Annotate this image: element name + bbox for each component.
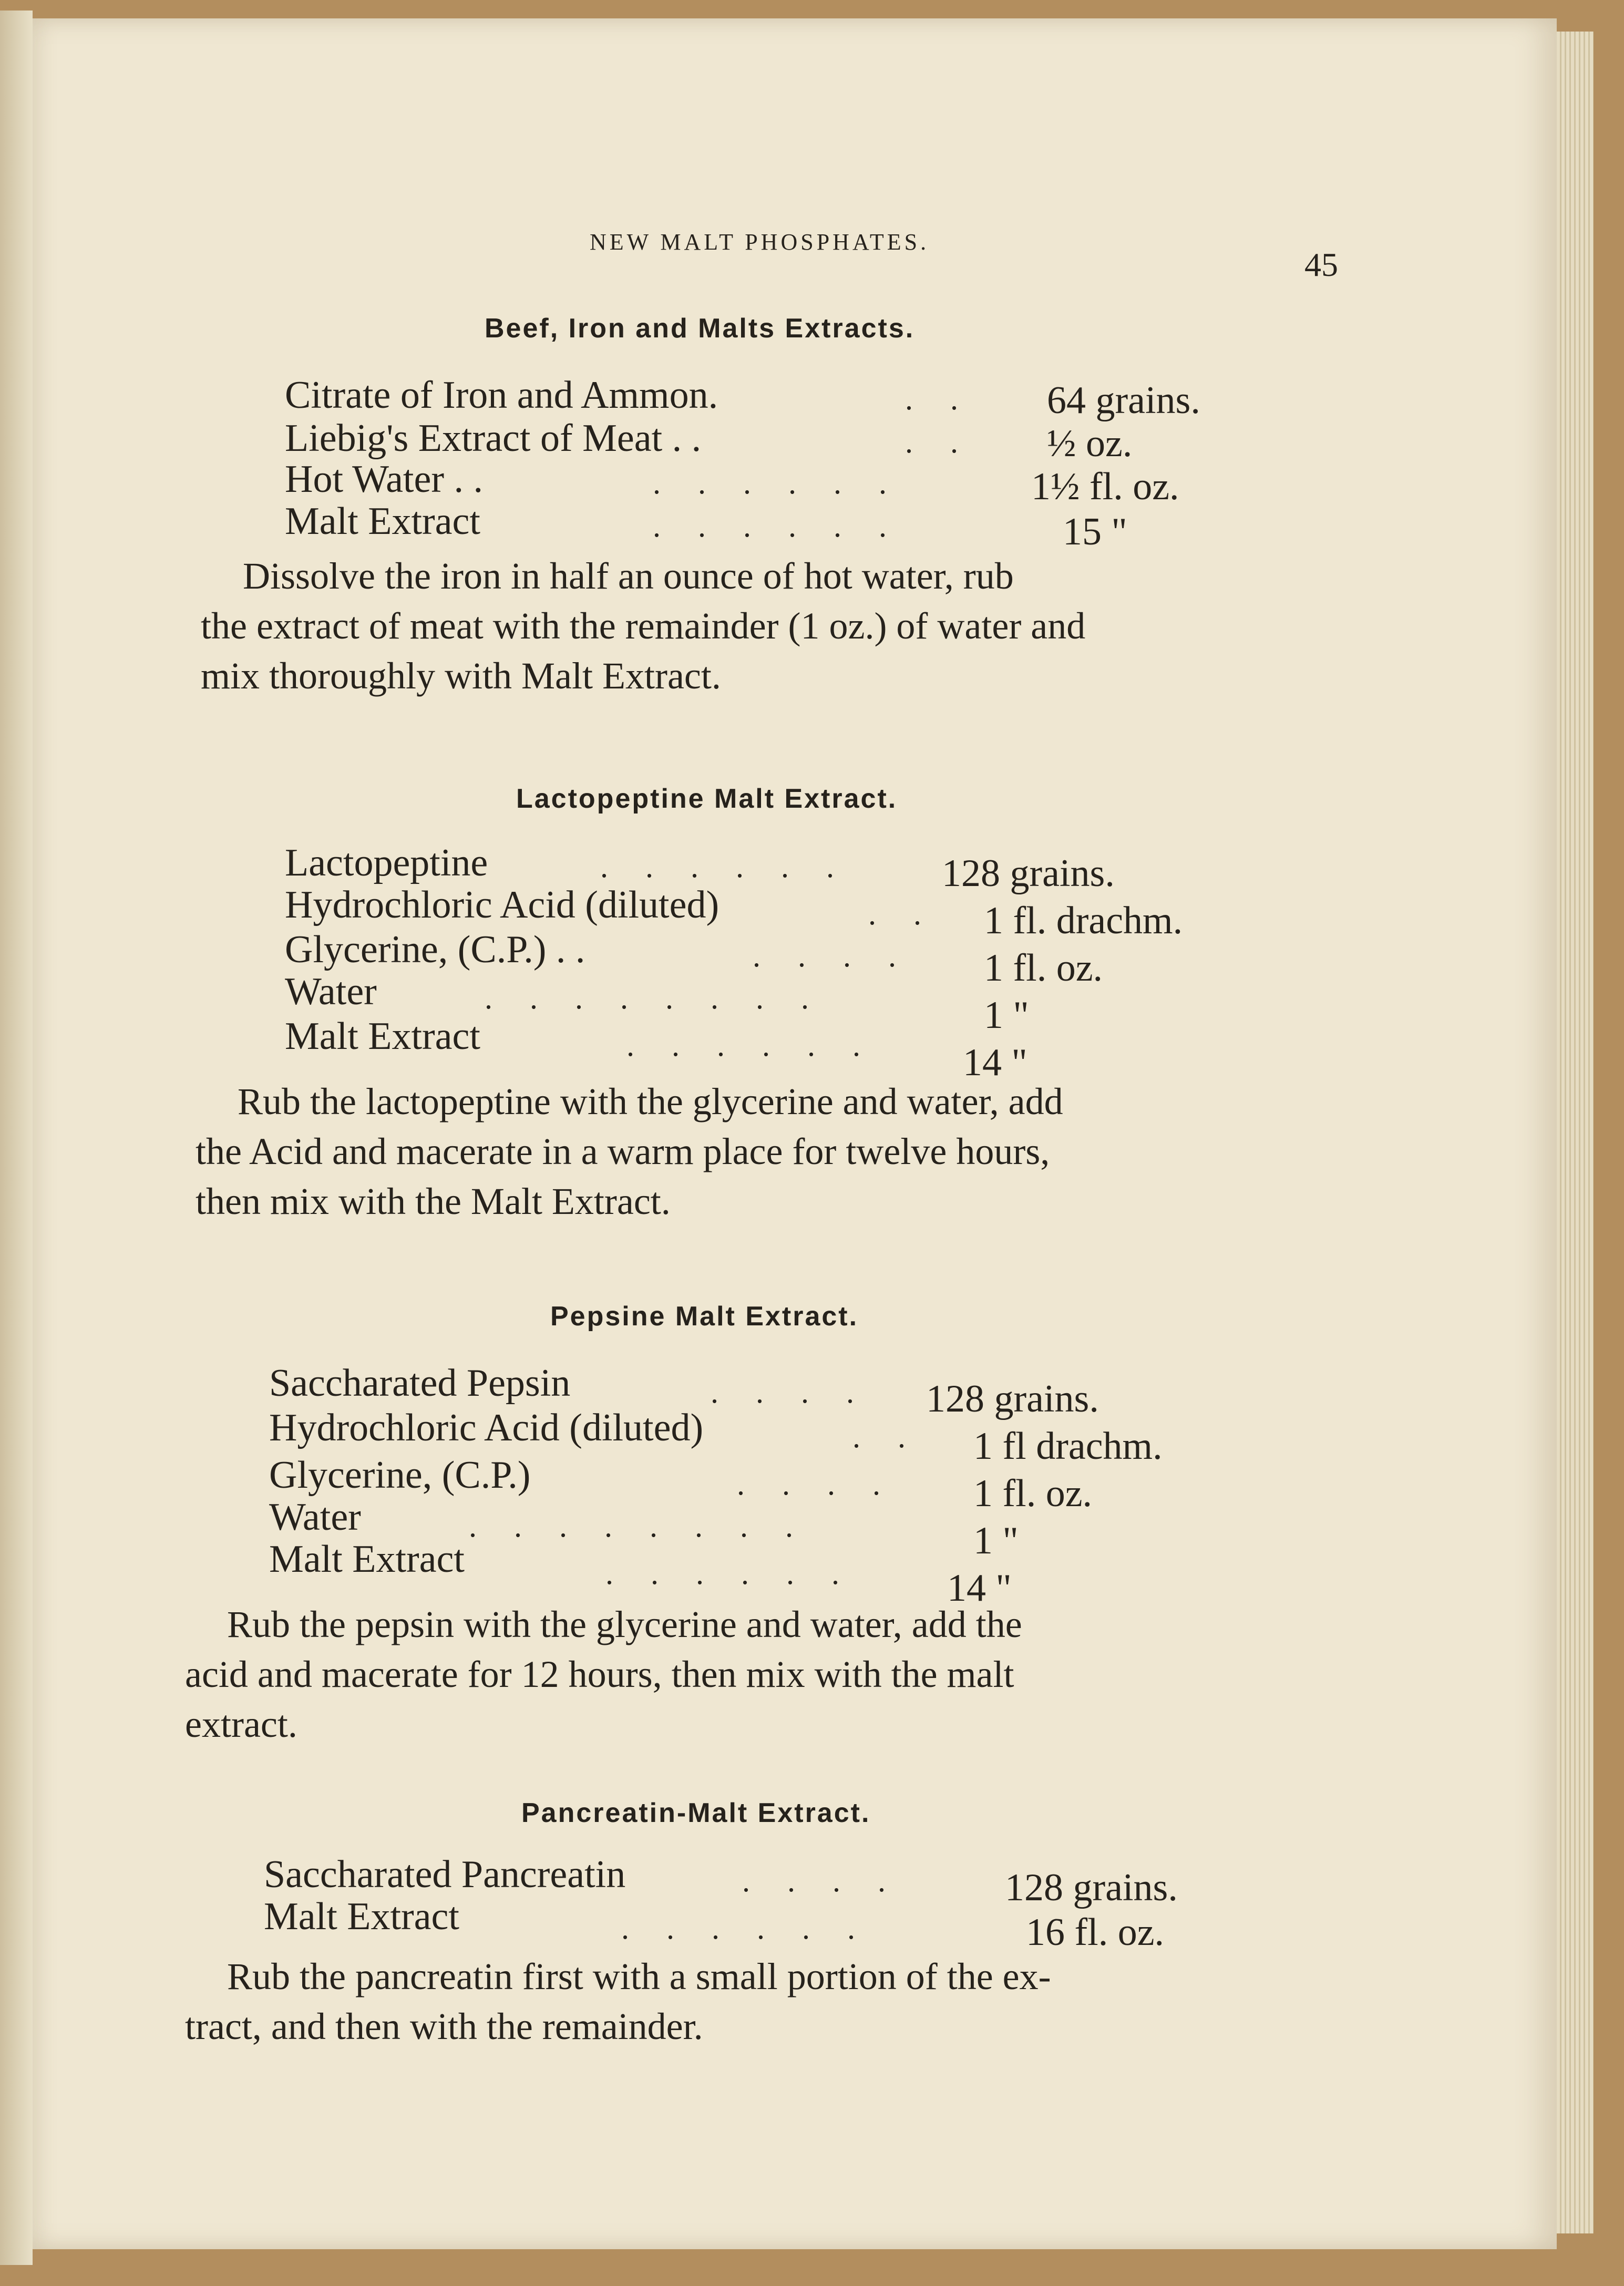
ingredient-name: Saccharated Pancreatin bbox=[264, 1853, 626, 1896]
ingredient-name: Malt Extract bbox=[269, 1538, 465, 1581]
recipe-title: Pepsine Malt Extract. bbox=[550, 1301, 859, 1332]
ingredient-amount: ½ oz. bbox=[1047, 422, 1133, 465]
ingredient-amount: 1 fl. oz. bbox=[973, 1472, 1093, 1515]
directions-line: tract, and then with the remainder. bbox=[185, 2005, 703, 2047]
leader-dots: . . . . bbox=[711, 1375, 869, 1409]
directions-line: acid and macerate for 12 hours, then mix with the malt bbox=[185, 1653, 1014, 1695]
ingredient-amount: 1 " bbox=[984, 994, 1029, 1037]
leader-dots: . . . . . . bbox=[653, 466, 901, 500]
ingredient-name: Lactopeptine bbox=[285, 841, 488, 884]
directions-line: the Acid and macerate in a warm place for twelve hours, bbox=[196, 1130, 1050, 1172]
leader-dots: . . bbox=[852, 1419, 920, 1454]
leader-dots: . . bbox=[868, 897, 936, 931]
ingredient-amount: 1 fl drachm. bbox=[973, 1425, 1163, 1468]
ingredient-amount: 1 fl. oz. bbox=[984, 946, 1103, 990]
leader-dots: . . . . bbox=[737, 1467, 895, 1501]
leader-dots: . . . . . . bbox=[626, 1028, 875, 1063]
leader-dots: . . bbox=[905, 425, 973, 459]
leader-dots: . . . . . . bbox=[653, 509, 901, 543]
ingredient-amount: 15 " bbox=[1063, 510, 1127, 553]
running-head: NEW MALT PHOSPHATES. bbox=[590, 229, 930, 255]
ingredient-name: Glycerine, (C.P.) . . bbox=[285, 928, 585, 971]
recipe-title: Pancreatin-Malt Extract. bbox=[521, 1798, 871, 1828]
leader-dots: . . . . . . . . bbox=[485, 981, 824, 1015]
ingredient-name: Malt Extract bbox=[285, 1015, 480, 1058]
directions-line: extract. bbox=[185, 1703, 297, 1745]
book-page bbox=[33, 18, 1557, 2249]
ingredient-name: Hydrochloric Acid (diluted) bbox=[285, 883, 720, 926]
leader-dots: . . . . . . bbox=[605, 1556, 854, 1591]
ingredient-name: Liebig's Extract of Meat . . bbox=[285, 417, 702, 460]
ingredient-amount: 16 fl. oz. bbox=[1026, 1911, 1165, 1954]
directions-line: the extract of meat with the remainder (1 oz.) of water and bbox=[201, 605, 1086, 647]
directions-line: Dissolve the iron in half an ounce of hot water, rub bbox=[243, 555, 1014, 597]
ingredient-name: Hydrochloric Acid (diluted) bbox=[269, 1406, 704, 1449]
leader-dots: . . . . bbox=[753, 939, 911, 973]
page-block-edges bbox=[1557, 32, 1594, 2233]
directions-line: then mix with the Malt Extract. bbox=[196, 1180, 671, 1222]
directions-line: mix thoroughly with Malt Extract. bbox=[201, 655, 721, 697]
ingredient-name: Malt Extract bbox=[285, 500, 480, 543]
ingredient-amount: 1½ fl. oz. bbox=[1031, 465, 1179, 508]
ingredient-amount: 128 grains. bbox=[942, 852, 1115, 895]
ingredient-amount: 14 " bbox=[963, 1041, 1027, 1084]
ingredient-amount: 128 grains. bbox=[926, 1377, 1099, 1420]
leader-dots: . . . . . . bbox=[621, 1911, 870, 1945]
recipe-title: Beef, Iron and Malts Extracts. bbox=[485, 313, 915, 344]
facing-page-edge bbox=[0, 11, 33, 2265]
directions-line: Rub the lactopeptine with the glycerine and water, add bbox=[238, 1080, 1063, 1123]
ingredient-name: Saccharated Pepsin bbox=[269, 1362, 571, 1405]
leader-dots: . . . . bbox=[742, 1863, 900, 1898]
ingredient-name: Glycerine, (C.P.) bbox=[269, 1454, 531, 1497]
ingredient-name: Hot Water . . bbox=[285, 458, 483, 501]
leader-dots: . . . . . . . . bbox=[469, 1509, 808, 1543]
ingredient-amount: 14 " bbox=[947, 1567, 1012, 1610]
ingredient-amount: 128 grains. bbox=[1005, 1866, 1178, 1909]
page-number: 45 bbox=[1304, 246, 1338, 283]
leader-dots: . . . . . . bbox=[600, 849, 849, 884]
recipe-title: Lactopeptine Malt Extract. bbox=[516, 784, 898, 814]
ingredient-name: Malt Extract bbox=[264, 1895, 459, 1938]
ingredient-name: Water bbox=[269, 1496, 361, 1539]
ingredient-amount: 1 fl. drachm. bbox=[984, 899, 1183, 942]
leader-dots: . . bbox=[905, 382, 973, 416]
ingredient-name: Water bbox=[285, 970, 377, 1013]
ingredient-name: Citrate of Iron and Ammon. bbox=[285, 374, 718, 417]
ingredient-amount: 1 " bbox=[973, 1519, 1019, 1562]
directions-line: Rub the pancreatin first with a small portion of the ex- bbox=[227, 1955, 1051, 1997]
directions-line: Rub the pepsin with the glycerine and water, add the bbox=[227, 1603, 1022, 1645]
ingredient-amount: 64 grains. bbox=[1047, 379, 1200, 422]
